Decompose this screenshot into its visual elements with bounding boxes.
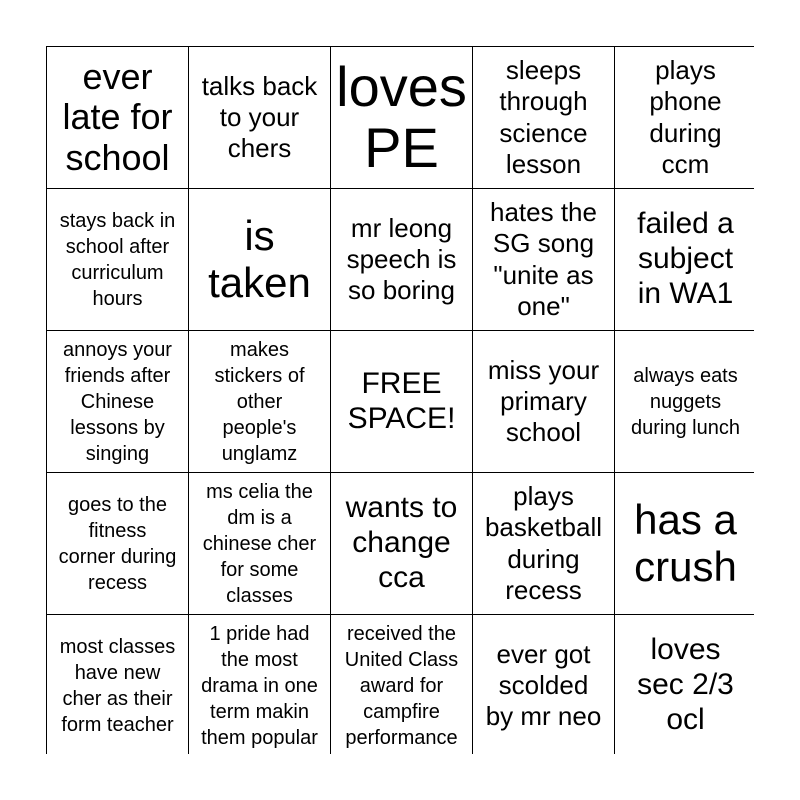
cell-text: hates the SG song "unite as one"	[490, 197, 597, 321]
bingo-board	[46, 46, 754, 754]
cell-text: always eats nuggets during lunch	[631, 364, 740, 439]
cell-text: annoys your friends after Chinese lessons by singing	[63, 338, 172, 465]
cell-text: talks back to your chers	[201, 70, 318, 164]
cell-text: ms celia the dm is a chinese cher for some classes	[202, 480, 317, 607]
bingo-cell[interactable]	[473, 331, 614, 472]
bingo-cell[interactable]	[189, 331, 330, 472]
cell-text: loves PE	[336, 55, 467, 179]
cell-text: miss your primary school	[487, 354, 600, 448]
bingo-cell[interactable]	[331, 47, 472, 188]
cell-text: plays basketball during recess	[484, 481, 603, 605]
cell-text: is taken	[208, 212, 311, 306]
cell-text: most classes have new cher as their form teacher	[59, 635, 176, 736]
bingo-cell[interactable]	[615, 615, 756, 756]
bingo-cell[interactable]	[331, 615, 472, 756]
bingo-cell[interactable]	[331, 189, 472, 330]
free-space-cell[interactable]	[331, 331, 472, 472]
bingo-cell[interactable]	[473, 615, 614, 756]
bingo-cell[interactable]	[615, 47, 756, 188]
cell-text: goes to the fitness corner during recess	[58, 493, 177, 594]
bingo-cell[interactable]	[189, 473, 330, 614]
cell-text: stays back in school after curriculum hours	[59, 209, 176, 310]
bingo-cell[interactable]	[47, 47, 188, 188]
bingo-cell[interactable]	[615, 331, 756, 472]
bingo-cell[interactable]	[473, 473, 614, 614]
cell-text: failed a subject in WA1	[637, 207, 734, 310]
bingo-cell[interactable]	[189, 189, 330, 330]
bingo-cell[interactable]	[47, 615, 188, 756]
cell-text: received the United Class award for campfire performance	[344, 622, 459, 749]
cell-text: wants to change cca	[345, 491, 458, 594]
bingo-cell[interactable]	[473, 189, 614, 330]
bingo-cell[interactable]	[47, 331, 188, 472]
bingo-cell[interactable]	[331, 473, 472, 614]
cell-text: mr leong speech is so boring	[346, 212, 457, 306]
bingo-cell[interactable]	[473, 47, 614, 188]
bingo-cell[interactable]	[47, 189, 188, 330]
cell-text: FREE SPACE!	[347, 366, 456, 435]
cell-text: plays phone during ccm	[649, 55, 722, 179]
cell-text: ever got scolded by mr neo	[485, 638, 602, 732]
bingo-cell[interactable]	[47, 473, 188, 614]
cell-text: makes stickers of other people's unglamz	[214, 338, 305, 465]
cell-text: 1 pride had the most drama in one term makin them popular	[201, 622, 318, 749]
bingo-cell[interactable]	[189, 615, 330, 756]
cell-text: ever late for school	[62, 56, 173, 178]
cell-text: has a crush	[634, 496, 737, 590]
cell-text: loves sec 2/3 ocl	[637, 633, 734, 736]
bingo-cell[interactable]	[615, 189, 756, 330]
bingo-cell[interactable]	[615, 473, 756, 614]
cell-text: sleeps through science lesson	[499, 55, 588, 179]
bingo-cell[interactable]	[189, 47, 330, 188]
